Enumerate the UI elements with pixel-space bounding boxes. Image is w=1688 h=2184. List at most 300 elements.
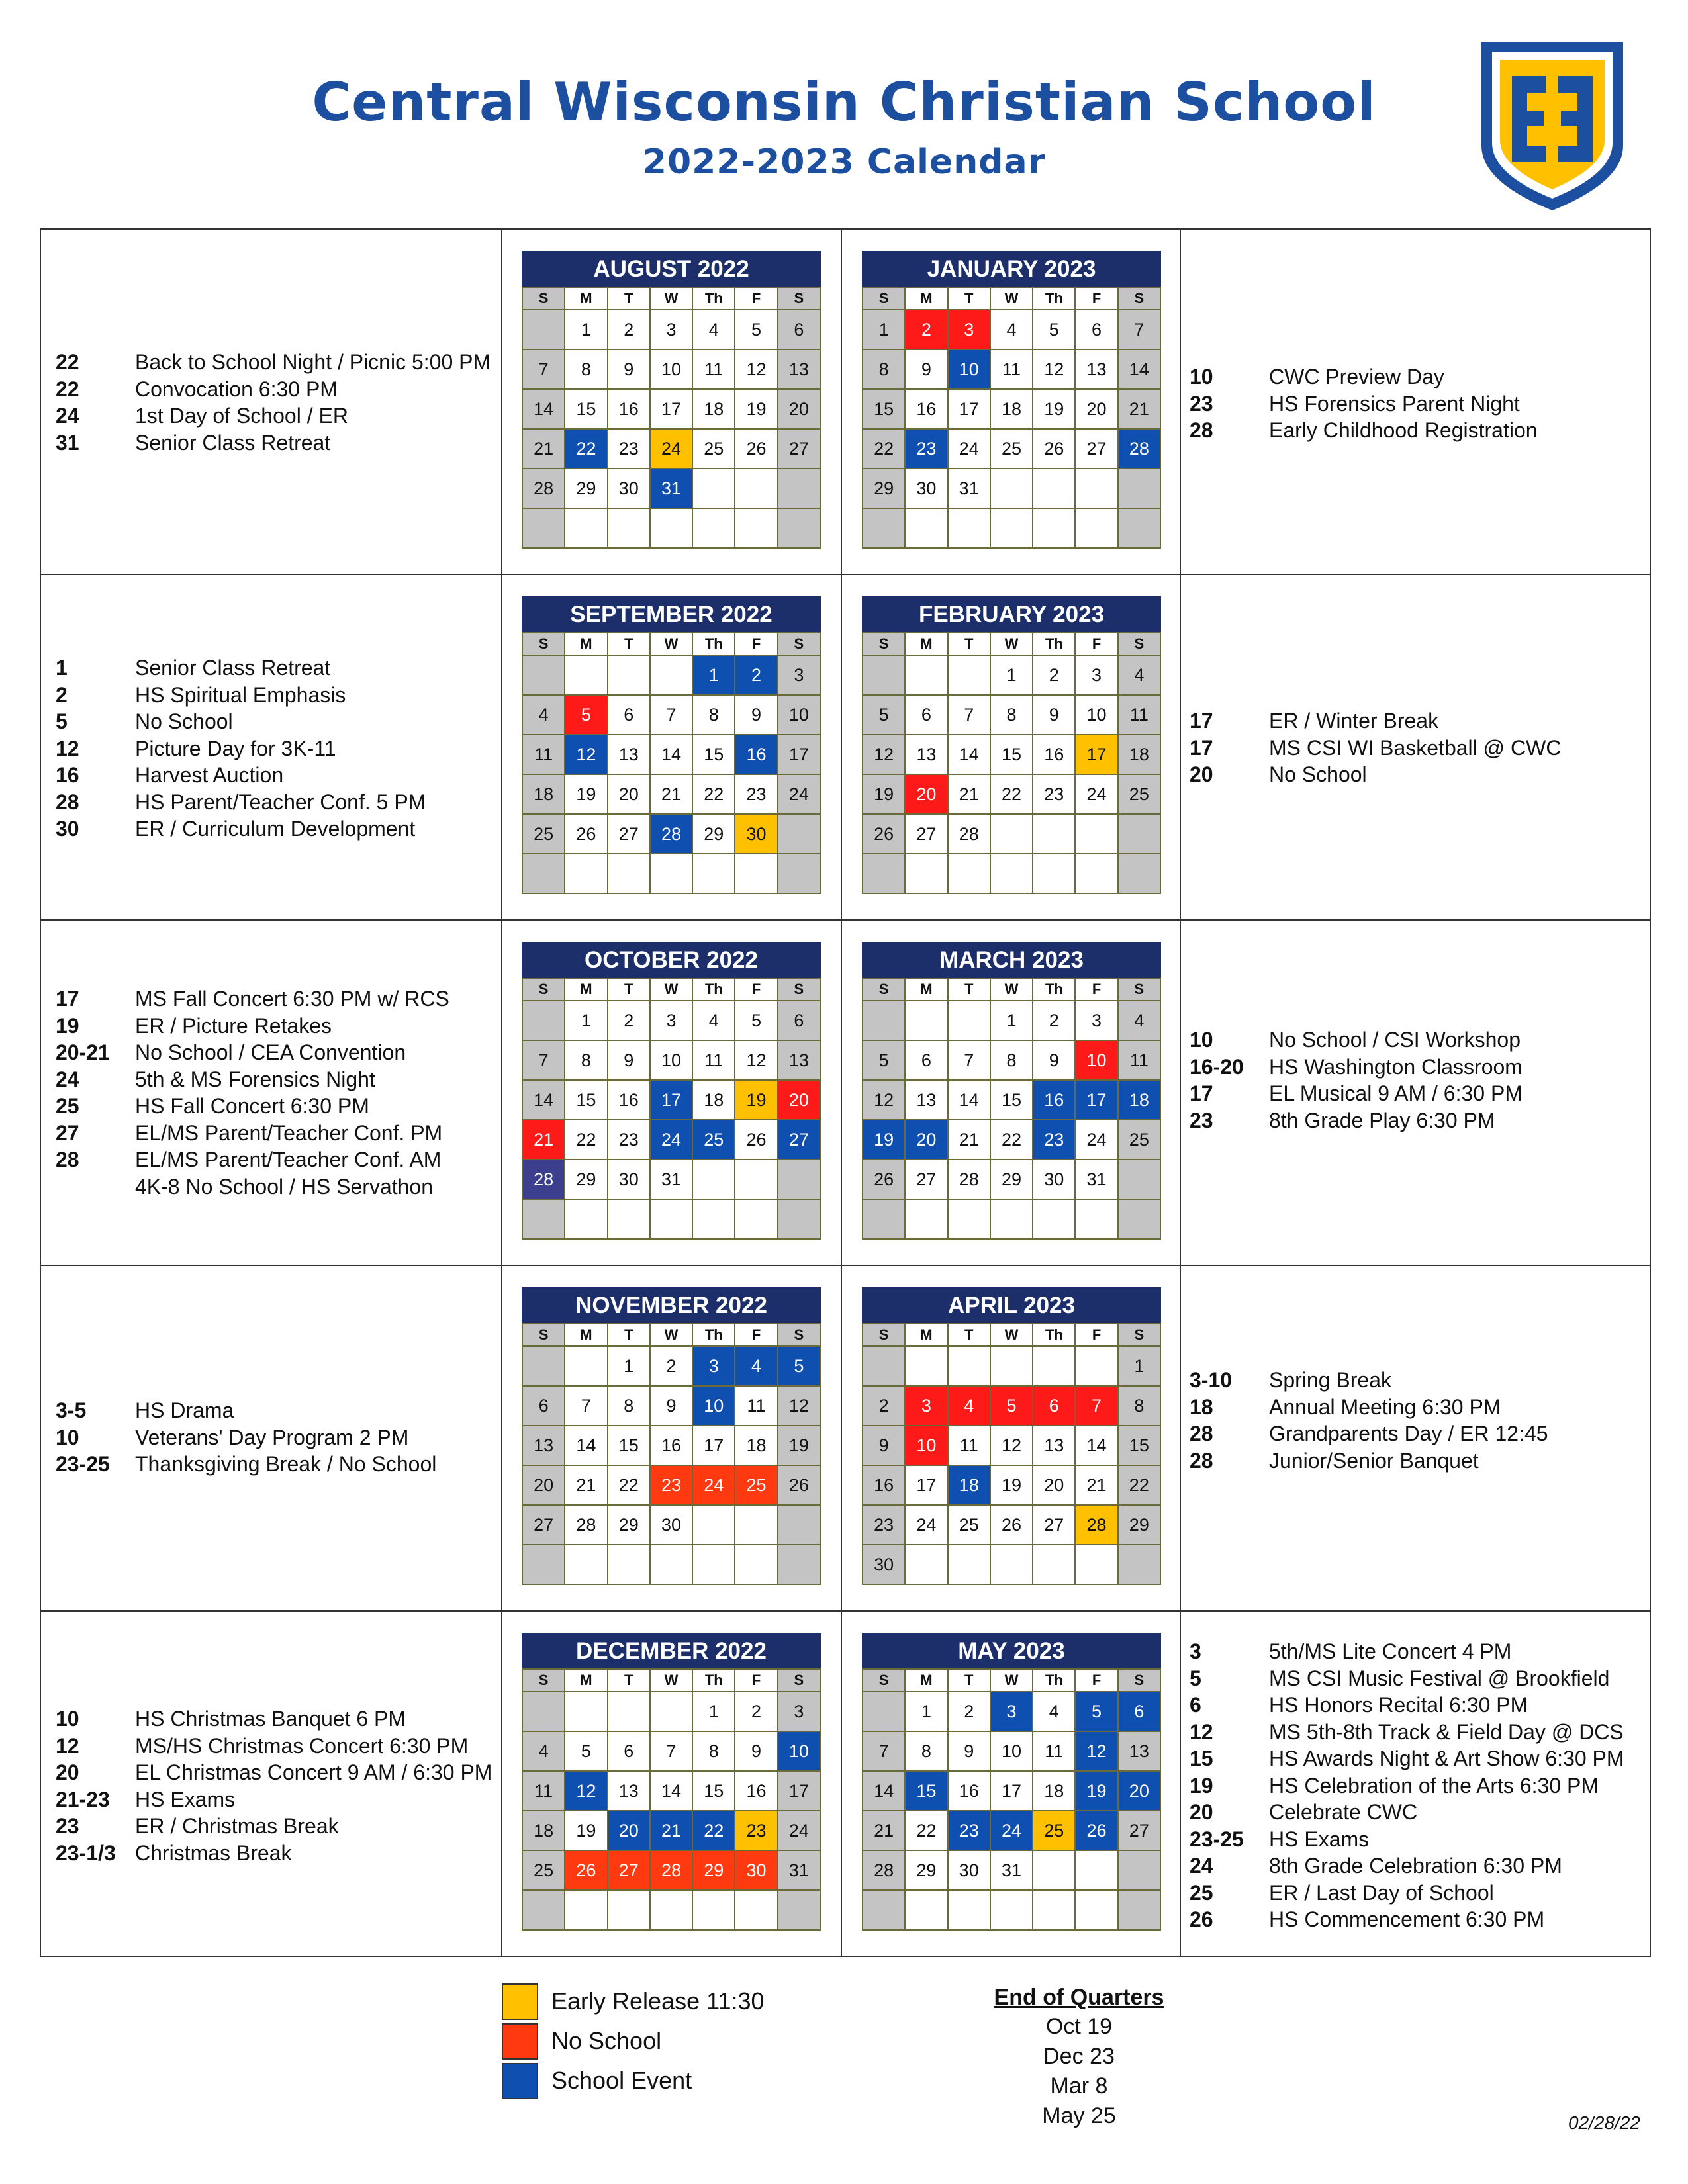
day-cell: 20 — [906, 1120, 948, 1160]
day-cell: 27 — [778, 1120, 821, 1160]
event-text: MS/HS Christmas Concert 6:30 PM — [135, 1733, 469, 1758]
day-cell: 18 — [523, 775, 565, 815]
day-cell: 30 — [906, 469, 948, 509]
day-cell: 3 — [778, 656, 821, 696]
empty-day-cell — [1033, 1200, 1076, 1240]
month-september-2022 — [522, 596, 821, 894]
empty-day-cell — [778, 509, 821, 549]
weekday-label: M — [565, 1670, 608, 1692]
empty-day-cell — [1119, 469, 1161, 509]
month-title: JANUARY 2023 — [862, 251, 1161, 287]
event-item — [56, 1013, 449, 1040]
day-cell: 3 — [651, 310, 693, 350]
event-date: 23 — [56, 1814, 79, 1838]
day-cell: 6 — [778, 1001, 821, 1041]
event-text: 5th & MS Forensics Night — [135, 1067, 375, 1091]
event-text: HS Spiritual Emphasis — [135, 682, 346, 707]
event-item — [1190, 1367, 1548, 1394]
day-cell: 1 — [565, 1001, 608, 1041]
event-date: 10 — [1190, 365, 1213, 388]
weekday-label: M — [906, 288, 948, 310]
day-cell: 24 — [778, 1811, 821, 1851]
event-date: 17 — [1190, 735, 1213, 760]
day-cell: 5 — [565, 1732, 608, 1772]
empty-day-cell — [906, 1545, 948, 1585]
event-item — [1190, 761, 1561, 788]
weekday-label: W — [991, 633, 1033, 656]
empty-day-cell — [778, 469, 821, 509]
events-september — [56, 655, 426, 842]
event-text: HS Exams — [1269, 1827, 1370, 1851]
day-cell: 7 — [523, 1041, 565, 1081]
weekday-label: F — [1076, 1670, 1118, 1692]
day-cell: 15 — [693, 1772, 735, 1811]
weekday-label: S — [523, 979, 565, 1001]
empty-day-cell — [1033, 469, 1076, 509]
event-date: 15 — [1190, 1747, 1213, 1770]
empty-day-cell — [1076, 854, 1118, 894]
empty-day-cell — [991, 854, 1033, 894]
empty-day-cell — [1119, 1160, 1161, 1200]
day-cell: 26 — [1076, 1811, 1118, 1851]
day-cell: 9 — [906, 350, 948, 390]
event-text: HS Washington Classroom — [1269, 1054, 1523, 1079]
legend — [502, 1981, 765, 2101]
event-text: Annual Meeting 6:30 PM — [1269, 1394, 1501, 1419]
day-cell: 23 — [608, 1120, 651, 1160]
day-cell: 6 — [906, 696, 948, 735]
empty-day-cell — [863, 1001, 906, 1041]
event-item — [56, 985, 449, 1013]
weekday-label: T — [949, 633, 991, 656]
day-cell: 20 — [778, 390, 821, 430]
weekday-label: S — [523, 288, 565, 310]
event-date: 18 — [1190, 1394, 1213, 1419]
weekday-label: T — [949, 1670, 991, 1692]
month-day-grid — [522, 632, 821, 894]
empty-day-cell — [565, 1347, 608, 1387]
day-cell: 25 — [1119, 1120, 1161, 1160]
events-may — [1190, 1638, 1624, 1933]
day-cell: 6 — [778, 310, 821, 350]
empty-day-cell — [863, 509, 906, 549]
weekday-label: W — [651, 1670, 693, 1692]
day-cell: 20 — [608, 775, 651, 815]
day-cell: 9 — [735, 696, 778, 735]
weekday-label: F — [735, 633, 778, 656]
event-item — [56, 655, 426, 682]
day-cell: 12 — [991, 1426, 1033, 1466]
day-cell: 22 — [906, 1811, 948, 1851]
legend-label: School Event — [551, 2067, 692, 2094]
day-cell: 17 — [906, 1466, 948, 1506]
event-item — [56, 1146, 449, 1173]
weekday-label: Th — [693, 1670, 735, 1692]
weekday-label: W — [991, 979, 1033, 1001]
weekday-label: W — [991, 1670, 1033, 1692]
day-cell: 26 — [565, 1851, 608, 1891]
day-cell: 1 — [693, 1692, 735, 1732]
empty-day-cell — [906, 656, 948, 696]
weekday-label: S — [1119, 979, 1161, 1001]
day-cell: 15 — [693, 735, 735, 775]
month-august-2022 — [522, 251, 821, 549]
empty-day-cell — [651, 1545, 693, 1585]
day-cell: 5 — [735, 310, 778, 350]
day-cell: 5 — [863, 696, 906, 735]
day-cell: 24 — [906, 1506, 948, 1545]
event-text: HS Christmas Banquet 6 PM — [135, 1707, 406, 1731]
day-cell: 12 — [735, 350, 778, 390]
weekday-label: Th — [1033, 1324, 1076, 1347]
event-text: ER / Winter Break — [1269, 709, 1439, 733]
empty-day-cell — [651, 854, 693, 894]
month-title: AUGUST 2022 — [522, 251, 821, 287]
day-cell: 2 — [735, 656, 778, 696]
day-cell: 1 — [991, 1001, 1033, 1041]
weekday-label: W — [651, 979, 693, 1001]
weekday-label: W — [991, 1324, 1033, 1347]
event-item — [56, 402, 491, 430]
event-date: 1 — [56, 656, 68, 680]
weekday-label: M — [906, 1324, 948, 1347]
day-cell: 3 — [1076, 1001, 1118, 1041]
event-date: 10 — [56, 1707, 79, 1731]
weekday-label: S — [863, 1670, 906, 1692]
empty-day-cell — [651, 1200, 693, 1240]
day-cell: 1 — [991, 656, 1033, 696]
day-cell: 30 — [863, 1545, 906, 1585]
event-item — [1190, 363, 1538, 390]
day-cell: 16 — [608, 1081, 651, 1120]
empty-day-cell — [906, 1891, 948, 1931]
empty-day-cell — [693, 1891, 735, 1931]
empty-day-cell — [608, 1692, 651, 1732]
day-cell: 17 — [1076, 735, 1118, 775]
day-cell: 8 — [693, 1732, 735, 1772]
event-date: 20 — [1190, 1800, 1213, 1824]
day-cell: 28 — [863, 1851, 906, 1891]
month-title: NOVEMBER 2022 — [522, 1287, 821, 1323]
day-cell: 3 — [651, 1001, 693, 1041]
event-text: HS Forensics Parent Night — [1269, 391, 1520, 416]
day-cell: 13 — [778, 350, 821, 390]
day-cell: 14 — [651, 735, 693, 775]
event-item — [56, 1733, 492, 1760]
event-date: 3-5 — [56, 1398, 87, 1422]
weekday-label: S — [1119, 288, 1161, 310]
event-item — [1190, 1852, 1624, 1880]
event-text: Back to School Night / Picnic 5:00 PM — [135, 350, 491, 374]
event-text: Early Childhood Registration — [1269, 418, 1538, 442]
day-cell: 4 — [1119, 1001, 1161, 1041]
day-cell: 5 — [863, 1041, 906, 1081]
event-item — [56, 1706, 492, 1733]
day-cell: 6 — [906, 1041, 948, 1081]
day-cell: 25 — [693, 430, 735, 469]
events-december — [56, 1706, 492, 1866]
event-date: 17 — [1190, 1081, 1213, 1105]
day-cell: 15 — [565, 1081, 608, 1120]
empty-day-cell — [991, 469, 1033, 509]
event-text: Harvest Auction — [135, 763, 284, 787]
empty-day-cell — [863, 854, 906, 894]
event-text: Thanksgiving Break / No School — [135, 1452, 437, 1476]
month-april-2023 — [862, 1287, 1161, 1585]
weekday-label: T — [608, 1324, 651, 1347]
day-cell: 6 — [1076, 310, 1118, 350]
events-august — [56, 349, 491, 456]
day-cell: 29 — [565, 1160, 608, 1200]
day-cell: 14 — [523, 1081, 565, 1120]
day-cell: 12 — [1076, 1732, 1118, 1772]
empty-day-cell — [651, 1692, 693, 1732]
swatch-early-release — [502, 1983, 538, 2020]
day-cell: 25 — [523, 815, 565, 854]
event-item — [1190, 1692, 1624, 1719]
day-cell: 6 — [1033, 1387, 1076, 1426]
day-cell: 22 — [991, 775, 1033, 815]
event-text: EL Musical 9 AM / 6:30 PM — [1269, 1081, 1523, 1105]
day-cell: 28 — [651, 815, 693, 854]
day-cell: 2 — [651, 1347, 693, 1387]
empty-day-cell — [1119, 1891, 1161, 1931]
event-date: 24 — [56, 404, 79, 428]
event-text: HS Fall Concert 6:30 PM — [135, 1094, 369, 1118]
weekday-label: S — [863, 979, 906, 1001]
empty-day-cell — [863, 656, 906, 696]
empty-day-cell — [693, 1200, 735, 1240]
event-date: 21-23 — [56, 1787, 110, 1811]
month-may-2023 — [862, 1633, 1161, 1931]
weekday-label: S — [1119, 1324, 1161, 1347]
weekday-label: S — [778, 1670, 821, 1692]
month-january-2023 — [862, 251, 1161, 549]
day-cell: 3 — [693, 1347, 735, 1387]
day-cell: 1 — [608, 1347, 651, 1387]
day-cell: 14 — [565, 1426, 608, 1466]
day-cell: 1 — [565, 310, 608, 350]
day-cell: 6 — [523, 1387, 565, 1426]
day-cell: 18 — [523, 1811, 565, 1851]
day-cell: 7 — [949, 696, 991, 735]
event-item — [1190, 707, 1561, 735]
empty-day-cell — [608, 509, 651, 549]
day-cell: 1 — [1119, 1347, 1161, 1387]
day-cell: 15 — [863, 390, 906, 430]
day-cell: 11 — [693, 350, 735, 390]
event-text: MS CSI WI Basketball @ CWC — [1269, 735, 1562, 760]
event-text: EL/MS Parent/Teacher Conf. AM — [135, 1148, 442, 1171]
day-cell: 5 — [565, 696, 608, 735]
empty-day-cell — [693, 509, 735, 549]
day-cell: 13 — [608, 735, 651, 775]
empty-day-cell — [1119, 1200, 1161, 1240]
event-date: 26 — [1190, 1907, 1213, 1931]
empty-day-cell — [778, 815, 821, 854]
empty-day-cell — [991, 815, 1033, 854]
empty-day-cell — [778, 854, 821, 894]
day-cell: 22 — [565, 430, 608, 469]
day-cell: 28 — [949, 815, 991, 854]
empty-day-cell — [523, 1692, 565, 1732]
day-cell: 26 — [778, 1466, 821, 1506]
empty-day-cell — [565, 509, 608, 549]
event-text: Junior/Senior Banquet — [1269, 1448, 1479, 1473]
empty-day-cell — [991, 509, 1033, 549]
day-cell: 28 — [949, 1160, 991, 1200]
day-cell: 11 — [1119, 696, 1161, 735]
calendar-title: 2022-2023 Calendar — [642, 142, 1046, 182]
day-cell: 26 — [735, 1120, 778, 1160]
day-cell: 31 — [1076, 1160, 1118, 1200]
day-cell: 18 — [991, 390, 1033, 430]
day-cell: 19 — [565, 775, 608, 815]
day-cell: 23 — [949, 1811, 991, 1851]
day-cell: 18 — [949, 1466, 991, 1506]
event-text: Senior Class Retreat — [135, 656, 331, 680]
day-cell: 26 — [1033, 430, 1076, 469]
legend-item-early-release — [502, 1981, 765, 2021]
empty-day-cell — [778, 1160, 821, 1200]
day-cell: 4 — [693, 310, 735, 350]
event-item — [56, 1840, 492, 1867]
day-cell: 27 — [608, 1851, 651, 1891]
day-cell: 8 — [991, 1041, 1033, 1081]
empty-day-cell — [778, 1545, 821, 1585]
day-cell: 5 — [778, 1347, 821, 1387]
weekday-label: F — [735, 288, 778, 310]
day-cell: 2 — [863, 1387, 906, 1426]
event-text: HS Exams — [135, 1787, 236, 1811]
day-cell: 11 — [1033, 1732, 1076, 1772]
event-item — [56, 1813, 492, 1840]
day-cell: 7 — [651, 1732, 693, 1772]
day-cell: 10 — [778, 696, 821, 735]
day-cell: 22 — [991, 1120, 1033, 1160]
day-cell: 20 — [778, 1081, 821, 1120]
event-text: HS Awards Night & Art Show 6:30 PM — [1269, 1747, 1624, 1770]
empty-day-cell — [863, 1347, 906, 1387]
day-cell: 31 — [651, 469, 693, 509]
empty-day-cell — [693, 1545, 735, 1585]
empty-day-cell — [565, 656, 608, 696]
day-cell: 1 — [693, 656, 735, 696]
day-cell: 19 — [1033, 390, 1076, 430]
day-cell: 17 — [949, 390, 991, 430]
day-cell: 30 — [608, 1160, 651, 1200]
day-cell: 18 — [1033, 1772, 1076, 1811]
event-text: 5th/MS Lite Concert 4 PM — [1269, 1639, 1512, 1663]
event-item — [56, 430, 491, 457]
event-item — [56, 735, 426, 762]
day-cell: 15 — [565, 390, 608, 430]
day-cell: 24 — [778, 775, 821, 815]
day-cell: 24 — [1076, 1120, 1118, 1160]
empty-day-cell — [863, 1891, 906, 1931]
weekday-label: F — [735, 1324, 778, 1347]
day-cell: 20 — [1076, 390, 1118, 430]
day-cell: 17 — [778, 1772, 821, 1811]
event-date: 22 — [56, 350, 79, 374]
weekday-label: M — [565, 979, 608, 1001]
day-cell: 13 — [906, 735, 948, 775]
month-day-grid — [522, 287, 821, 549]
empty-day-cell — [651, 1891, 693, 1931]
event-item — [56, 1424, 436, 1451]
quarter-date: Dec 23 — [1043, 2044, 1115, 2069]
empty-day-cell — [991, 1891, 1033, 1931]
weekday-label: Th — [693, 1324, 735, 1347]
month-day-grid — [522, 978, 821, 1240]
empty-day-cell — [693, 854, 735, 894]
month-december-2022 — [522, 1633, 821, 1931]
empty-day-cell — [1033, 1545, 1076, 1585]
day-cell: 18 — [735, 1426, 778, 1466]
empty-day-cell — [523, 854, 565, 894]
day-cell: 25 — [949, 1506, 991, 1545]
empty-day-cell — [565, 1692, 608, 1732]
day-cell: 11 — [949, 1426, 991, 1466]
day-cell: 24 — [1076, 775, 1118, 815]
event-text: HS Celebration of the Arts 6:30 PM — [1269, 1773, 1599, 1797]
empty-day-cell — [991, 1545, 1033, 1585]
event-item — [56, 1093, 449, 1120]
day-cell: 18 — [693, 390, 735, 430]
day-cell: 3 — [906, 1387, 948, 1426]
event-item — [1190, 1447, 1548, 1475]
day-cell: 14 — [1119, 350, 1161, 390]
empty-day-cell — [949, 854, 991, 894]
day-cell: 3 — [949, 310, 991, 350]
day-cell: 15 — [991, 735, 1033, 775]
empty-day-cell — [693, 1160, 735, 1200]
day-cell: 9 — [608, 350, 651, 390]
weekday-label: S — [778, 1324, 821, 1347]
weekday-label: S — [778, 979, 821, 1001]
weekday-label: Th — [693, 288, 735, 310]
empty-day-cell — [523, 656, 565, 696]
day-cell: 4 — [949, 1387, 991, 1426]
day-cell: 27 — [608, 815, 651, 854]
event-date: 25 — [1190, 1880, 1213, 1905]
day-cell: 5 — [991, 1387, 1033, 1426]
weekday-label: W — [651, 633, 693, 656]
day-cell: 16 — [735, 1772, 778, 1811]
empty-day-cell — [991, 1347, 1033, 1387]
day-cell: 13 — [906, 1081, 948, 1120]
weekday-label: T — [608, 633, 651, 656]
weekday-label: W — [991, 288, 1033, 310]
weekday-label: T — [949, 288, 991, 310]
end-of-quarters — [940, 1983, 1218, 2131]
day-cell: 6 — [608, 696, 651, 735]
event-date: 6 — [1190, 1693, 1201, 1717]
month-day-grid — [862, 632, 1161, 894]
day-cell: 21 — [1119, 390, 1161, 430]
day-cell: 14 — [1076, 1426, 1118, 1466]
day-cell: 1 — [906, 1692, 948, 1732]
event-date — [56, 1173, 135, 1201]
weekday-label: T — [608, 288, 651, 310]
quarter-date: Oct 19 — [1045, 2014, 1113, 2039]
event-text: Picture Day for 3K-11 — [135, 736, 336, 760]
empty-day-cell — [735, 854, 778, 894]
empty-day-cell — [735, 1506, 778, 1545]
empty-day-cell — [523, 1347, 565, 1387]
event-item — [1190, 1026, 1523, 1054]
weekday-label: S — [863, 633, 906, 656]
